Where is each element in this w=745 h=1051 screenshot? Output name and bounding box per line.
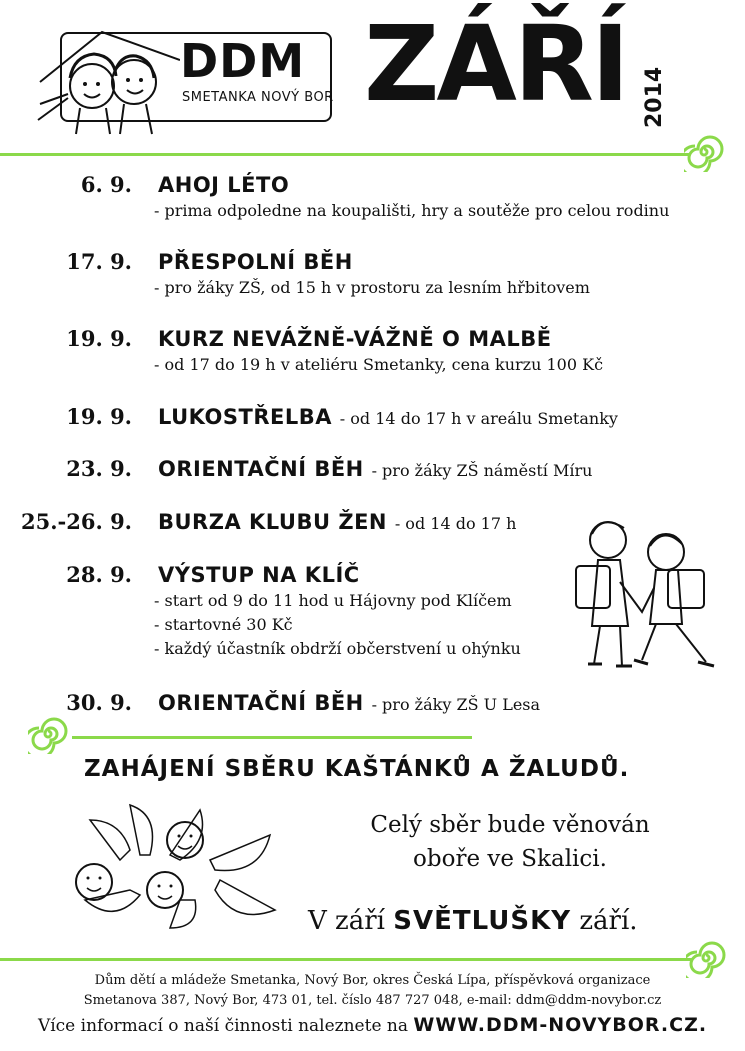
footer-contact: Smetanova 387, Nový Bor, 473 01, tel. číslo 487 727 048, e-mail: ddm@ddm-novybor.cz [83, 993, 662, 1008]
divider-bottom [0, 958, 692, 961]
divider-top [0, 153, 690, 156]
event-title [158, 509, 516, 537]
event-date: 6. 9. [80, 172, 132, 197]
event-inline-detail: - pro žáky ZŠ U Lesa [371, 695, 541, 714]
event-date: 19. 9. [66, 404, 132, 429]
event-title [158, 326, 552, 352]
spiral-icon [28, 714, 68, 754]
ddm-logo [30, 24, 340, 136]
slogan-bold: SVĚTLUŠKY [393, 906, 572, 936]
logo-subtitle: SMETANKA NOVÝ BOR [182, 90, 334, 105]
collection-heading: ZAHÁJENÍ SBĚRU KAŠTÁNKŮ A ŽALUDŮ. [84, 756, 630, 782]
divider-middle [72, 736, 472, 739]
event-title [158, 404, 618, 432]
event-title [158, 562, 360, 588]
footer-organization: Dům dětí a mládeže Smetanka, Nový Bor, okres Česká Lípa, příspěvková organizace [94, 973, 651, 988]
event-title-text: LUKOSTŘELBA [158, 405, 332, 429]
slogan-pre: V září [308, 906, 385, 936]
event-detail: - startovné 30 Kč [154, 615, 293, 634]
walking-children-illustration [570, 512, 720, 674]
event-detail: - prima odpoledne na koupališti, hry a soutěže pro celou rodinu [154, 201, 670, 220]
logo-name: DDM [180, 34, 306, 88]
event-detail: - start od 9 do 11 hod u Hájovny pod Klíčem [154, 591, 512, 610]
spiral-icon [684, 132, 724, 172]
event-date: 30. 9. [66, 690, 132, 715]
event-title-text: PŘESPOLNÍ BĚH [158, 250, 353, 274]
event-title-text: KURZ NEVÁŽNĚ-VÁŽNĚ O MALBĚ [158, 327, 552, 351]
event-date: 17. 9. [66, 249, 132, 274]
chestnut-leaves-illustration [60, 800, 290, 930]
year-label: 2014 [642, 66, 667, 128]
event-date: 23. 9. [66, 456, 132, 481]
event-inline-detail: - pro žáky ZŠ náměstí Míru [371, 461, 593, 480]
event-title [158, 172, 289, 198]
month-title: ZÁŘÍ [364, 3, 627, 125]
footer-more-info [0, 1014, 745, 1036]
event-title [158, 249, 353, 275]
event-detail: - od 17 do 19 h v ateliéru Smetanky, cena kurzu 100 Kč [154, 355, 604, 374]
website-link[interactable]: WWW.DDM-NOVYBOR.CZ. [413, 1014, 708, 1036]
slogan-post: září. [579, 906, 638, 936]
event-title-text: AHOJ LÉTO [158, 173, 290, 197]
event-detail: - každý účastník obdrží občerstvení u ohýnku [154, 639, 521, 658]
event-date: 28. 9. [66, 562, 132, 587]
event-detail: - pro žáky ZŠ, od 15 h v prostoru za lesním hřbitovem [154, 278, 590, 297]
event-date: 25.-26. 9. [20, 509, 132, 534]
more-info-text: Více informací o naší činnosti naleznete na [37, 1016, 408, 1036]
collection-note-line1: Celý sběr bude věnován [370, 812, 650, 838]
event-inline-detail: - od 14 do 17 h [394, 514, 517, 533]
event-title-text: VÝSTUP NA KLÍČ [158, 563, 360, 587]
event-title-text: ORIENTAČNÍ BĚH [158, 691, 364, 715]
event-title-text: BURZA KLUBU ŽEN [158, 510, 387, 534]
event-title [158, 690, 540, 718]
collection-note-line2: oboře ve Skalici. [413, 846, 607, 872]
event-title [158, 456, 592, 484]
event-title-text: ORIENTAČNÍ BĚH [158, 457, 364, 481]
event-date: 19. 9. [66, 326, 132, 351]
fireflies-slogan [308, 906, 638, 936]
event-inline-detail: - od 14 do 17 h v areálu Smetanky [339, 409, 618, 428]
